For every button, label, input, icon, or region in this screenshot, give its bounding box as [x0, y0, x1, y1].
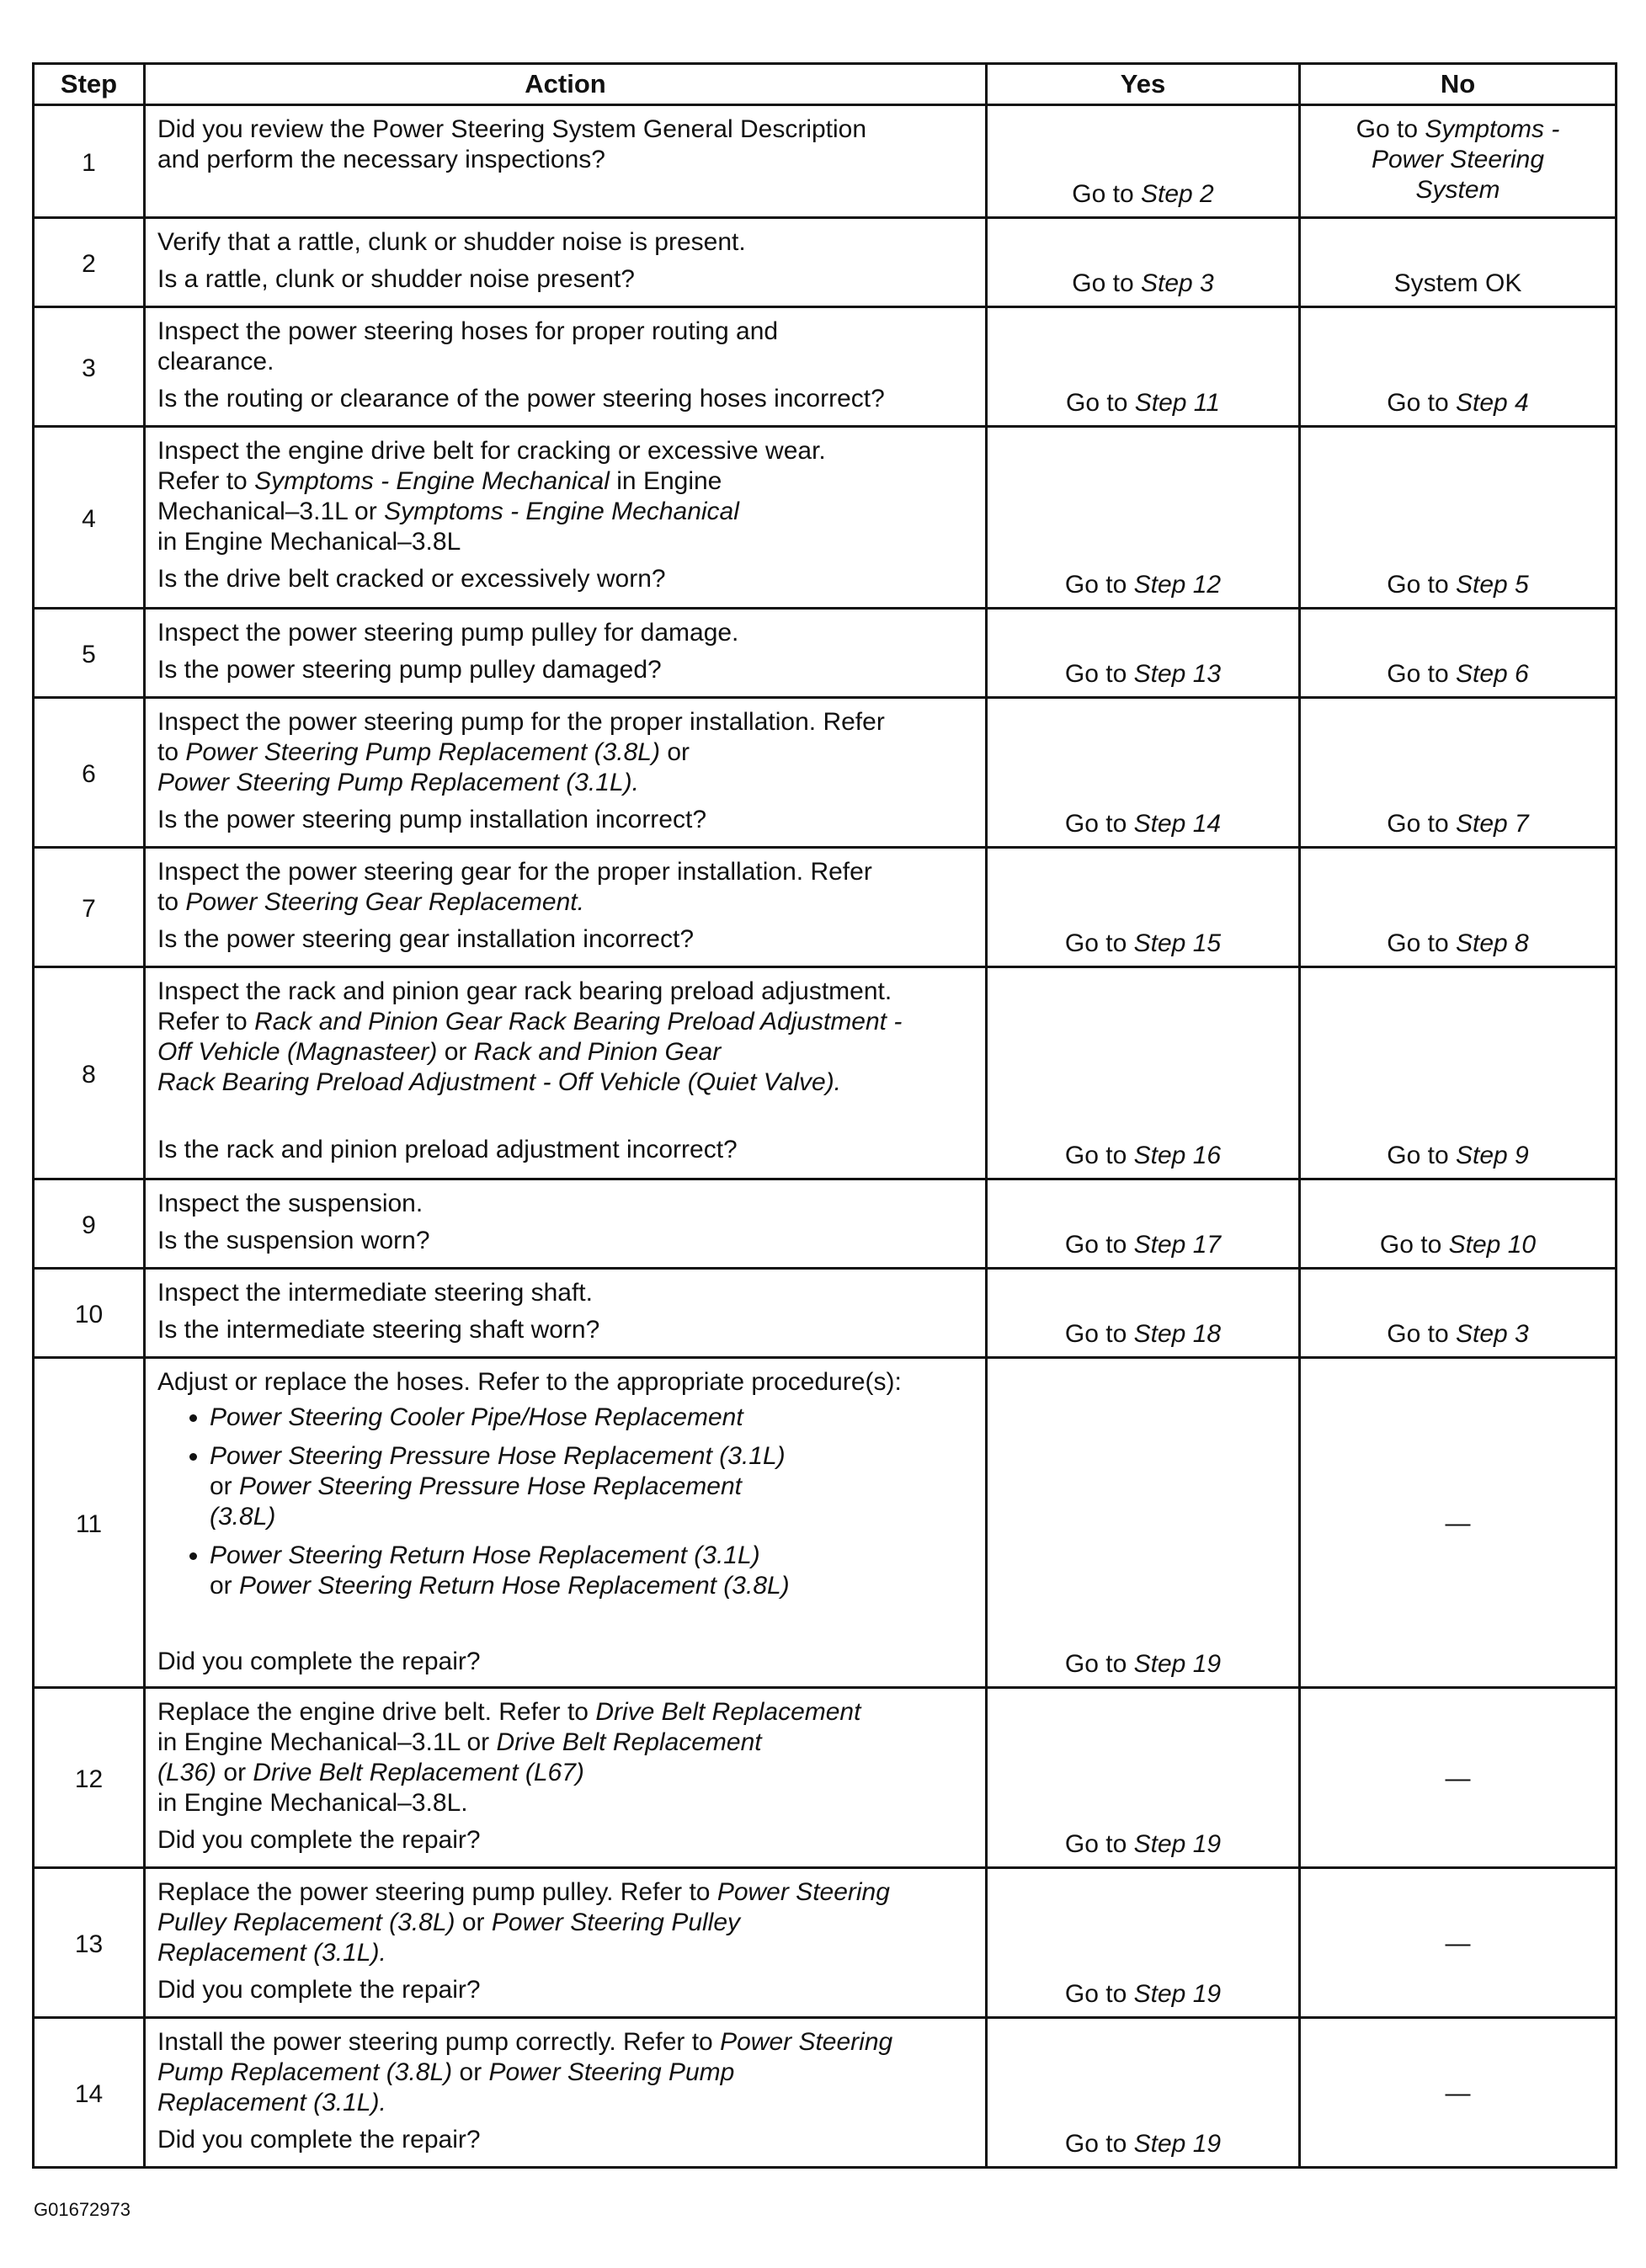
action-cell — [145, 427, 987, 609]
action-line: Inspect the engine drive belt for cracking or excessive wear. — [157, 437, 826, 465]
procedure-link[interactable]: Power Steering — [720, 2028, 893, 2056]
no-cell — [1300, 1269, 1617, 1358]
step-link[interactable]: Step 6 — [1455, 660, 1529, 688]
procedure-link[interactable]: Power Steering Pump — [488, 2058, 735, 2086]
step-link[interactable]: Step 7 — [1455, 810, 1529, 838]
procedure-link[interactable]: Rack and Pinion Gear Rack Bearing Preload Adjustment - — [254, 1008, 903, 1036]
no-cell — [1300, 427, 1617, 609]
table-row — [34, 1358, 1617, 1688]
procedure-link[interactable]: Power Steering Cooler Pipe/Hose Replacement — [210, 1403, 743, 1431]
yes-cell — [987, 1179, 1300, 1269]
step-link[interactable]: Step 3 — [1455, 1320, 1529, 1348]
goto-text: Go to — [1064, 571, 1134, 599]
action-line: Verify that a rattle, clunk or shudder noise is present. — [157, 228, 746, 256]
yes-cell — [987, 1269, 1300, 1358]
question-line: Is the power steering gear installation incorrect? — [157, 925, 695, 953]
question-line: Did you complete the repair? — [157, 1826, 481, 1854]
goto-text: Go to — [1064, 1650, 1134, 1678]
yes-cell — [987, 2018, 1300, 2168]
procedure-link[interactable]: Power Steering Pressure Hose Replacement (3.1L) — [210, 1442, 786, 1470]
question-line: Is a rattle, clunk or shudder noise present? — [157, 265, 635, 293]
yes-cell — [987, 218, 1300, 307]
yes-cell — [987, 1358, 1300, 1688]
goto-text: Go to — [1387, 660, 1456, 688]
procedure-link[interactable]: (L36) — [157, 1759, 217, 1786]
action-cell — [145, 967, 987, 1179]
goto-text: Go to — [1387, 389, 1456, 417]
goto-text: Go to — [1387, 810, 1456, 838]
step-number: 12 — [34, 1688, 145, 1868]
diagnostic-table — [32, 62, 1617, 2169]
action-line: Adjust or replace the hoses. Refer to the appropriate procedure(s): — [157, 1368, 902, 1396]
procedure-link[interactable]: Drive Belt Replacement — [496, 1728, 762, 1756]
action-line: Inspect the power steering pump for the proper installation. Refer — [157, 708, 885, 736]
col-step-header: Step — [34, 64, 145, 105]
list-item — [210, 1403, 973, 1433]
goto-text: Go to — [1387, 929, 1456, 957]
step-link[interactable]: Step 11 — [1134, 389, 1220, 417]
action-text: or — [659, 738, 690, 766]
procedure-link[interactable]: Power Steering — [716, 1878, 890, 1906]
step-link[interactable]: Step 16 — [1133, 1142, 1222, 1169]
step-number: 1 — [34, 105, 145, 218]
goto-text: Go to — [1066, 389, 1135, 417]
step-link[interactable]: Step 3 — [1140, 269, 1214, 297]
procedure-link[interactable]: Power Steering Return Hose Replacement (3.8L) — [239, 1572, 790, 1600]
step-number: 14 — [34, 2018, 145, 2168]
no-cell: — — [1300, 2018, 1617, 2168]
action-cell — [145, 609, 987, 698]
goto-text: Go to — [1387, 1142, 1456, 1169]
action-line: Inspect the power steering gear for the proper installation. Refer — [157, 858, 872, 886]
step-link[interactable]: Step 2 — [1140, 180, 1214, 208]
goto-text: Go to — [1379, 1231, 1449, 1259]
no-cell — [1300, 307, 1617, 427]
no-cell — [1300, 967, 1617, 1179]
table-row — [34, 218, 1617, 307]
procedure-link[interactable]: Rack Bearing Preload Adjustment - Off Vehicle (Quiet Valve). — [157, 1068, 842, 1096]
table-row — [34, 1179, 1617, 1269]
question-line: Did you complete the repair? — [157, 2126, 481, 2154]
action-text: Refer to — [157, 1008, 255, 1036]
step-link[interactable]: Step 19 — [1133, 1980, 1222, 2008]
procedure-link[interactable]: Replacement (3.1L). — [157, 1939, 386, 1967]
step-link[interactable]: Step 19 — [1133, 1830, 1222, 1858]
col-yes-header: Yes — [987, 64, 1300, 105]
action-cell — [145, 848, 987, 967]
action-cell — [145, 1358, 987, 1688]
action-line: Inspect the rack and pinion gear rack bearing preload adjustment. — [157, 977, 892, 1005]
procedure-link[interactable]: Drive Belt Replacement — [595, 1698, 861, 1726]
list-item — [210, 1541, 973, 1601]
procedure-link[interactable]: Power Steering Return Hose Replacement (3.1L) — [210, 1541, 760, 1569]
action-text: Replace the engine drive belt. Refer to — [157, 1698, 596, 1726]
step-link[interactable]: Step 10 — [1448, 1231, 1537, 1259]
goto-text: Go to — [1064, 660, 1134, 688]
step-link[interactable]: Step 14 — [1133, 810, 1222, 838]
yes-cell — [987, 848, 1300, 967]
action-text: to — [157, 738, 186, 766]
table-row — [34, 1868, 1617, 2018]
col-action-header: Action — [145, 64, 987, 105]
yes-cell — [987, 427, 1300, 609]
action-line: in Engine Mechanical–3.8L — [157, 528, 461, 556]
yes-cell — [987, 967, 1300, 1179]
goto-text: Go to — [1072, 180, 1141, 208]
goto-text: Go to — [1064, 929, 1134, 957]
table-row — [34, 848, 1617, 967]
step-number: 6 — [34, 698, 145, 848]
yes-cell — [987, 307, 1300, 427]
question-line: Is the power steering pump installation incorrect? — [157, 806, 707, 833]
list-item — [210, 1441, 973, 1532]
no-cell — [1300, 609, 1617, 698]
action-cell — [145, 218, 987, 307]
step-number: 9 — [34, 1179, 145, 1269]
action-line: in Engine Mechanical–3.8L. — [157, 1789, 468, 1817]
goto-text: Go to — [1356, 115, 1425, 143]
action-text: or — [216, 1759, 253, 1786]
action-text: Replace the power steering pump pulley. Refer to — [157, 1878, 717, 1906]
procedure-link[interactable]: Power Steering Pulley — [491, 1909, 741, 1936]
question-line: Did you complete the repair? — [157, 1976, 481, 2004]
goto-text: Go to — [1064, 1231, 1134, 1259]
step-link[interactable]: Step 17 — [1133, 1231, 1222, 1259]
procedure-link[interactable]: Power Steering Pump Replacement (3.1L). — [157, 769, 639, 796]
step-number: 7 — [34, 848, 145, 967]
step-link[interactable]: Step 15 — [1133, 929, 1222, 957]
step-link[interactable]: Step 5 — [1455, 571, 1529, 599]
symptoms-link-line[interactable]: System — [1415, 176, 1500, 204]
step-number: 10 — [34, 1269, 145, 1358]
table-row — [34, 427, 1617, 609]
question-line: Is the suspension worn? — [157, 1227, 430, 1254]
no-cell — [1300, 105, 1617, 218]
yes-cell — [987, 698, 1300, 848]
procedure-list — [157, 1403, 973, 1601]
question-line: Is the intermediate steering shaft worn? — [157, 1316, 600, 1344]
action-cell — [145, 2018, 987, 2168]
goto-text: Go to — [1387, 1320, 1456, 1348]
action-text: or — [210, 1572, 240, 1600]
step-link[interactable]: Step 12 — [1133, 571, 1222, 599]
goto-text: Go to — [1064, 1980, 1134, 2008]
action-text: or — [210, 1472, 240, 1500]
table-row — [34, 1269, 1617, 1358]
step-link[interactable]: Step 19 — [1133, 2130, 1222, 2158]
no-cell — [1300, 698, 1617, 848]
no-cell: — — [1300, 1868, 1617, 2018]
symptoms-link[interactable]: Symptoms - — [1425, 115, 1560, 143]
procedure-link[interactable]: Power Steering Pump Replacement (3.8L) — [185, 738, 660, 766]
table-row — [34, 698, 1617, 848]
no-cell: System OK — [1300, 218, 1617, 307]
symptoms-link-line[interactable]: Power Steering — [1371, 146, 1545, 173]
action-line: Inspect the power steering hoses for proper routing and — [157, 317, 779, 345]
table-row — [34, 105, 1617, 218]
action-cell — [145, 307, 987, 427]
yes-cell — [987, 609, 1300, 698]
procedure-link[interactable]: Pulley Replacement (3.8L) — [157, 1909, 455, 1936]
question-line: Did you complete the repair? — [157, 1648, 481, 1675]
step-link[interactable]: Step 4 — [1455, 389, 1529, 417]
step-link[interactable]: Step 8 — [1455, 929, 1529, 957]
step-link[interactable]: Step 19 — [1133, 1650, 1222, 1678]
action-line: Inspect the intermediate steering shaft. — [157, 1279, 593, 1307]
action-line: clearance. — [157, 348, 274, 375]
procedure-link[interactable]: Symptoms - Engine Mechanical — [254, 467, 610, 495]
action-text: Install the power steering pump correctly. Refer to — [157, 2028, 721, 2056]
action-cell — [145, 105, 987, 218]
step-number: 2 — [34, 218, 145, 307]
goto-text: Go to — [1064, 1830, 1134, 1858]
table-row — [34, 2018, 1617, 2168]
header-row — [34, 64, 1617, 105]
procedure-link[interactable]: Power Steering Pressure Hose Replacement — [239, 1472, 742, 1500]
step-link[interactable]: Step 13 — [1133, 660, 1222, 688]
action-text: to — [157, 888, 186, 916]
procedure-link[interactable]: Off Vehicle (Magnasteer) — [157, 1038, 438, 1066]
action-text: or — [452, 2058, 489, 2086]
step-number: 8 — [34, 967, 145, 1179]
procedure-link[interactable]: Rack and Pinion Gear — [473, 1038, 722, 1066]
goto-text: Go to — [1064, 1142, 1134, 1169]
table-row — [34, 1688, 1617, 1868]
action-line: Did you review the Power Steering System General Description — [157, 115, 867, 143]
action-text: Mechanical–3.1L or — [157, 498, 385, 525]
step-number: 13 — [34, 1868, 145, 2018]
action-cell — [145, 1688, 987, 1868]
action-line: Inspect the power steering pump pulley for damage. — [157, 619, 739, 647]
action-cell — [145, 1179, 987, 1269]
action-cell — [145, 1868, 987, 2018]
question-line: Is the drive belt cracked or excessively worn? — [157, 565, 666, 593]
question-line: Is the power steering pump pulley damaged? — [157, 656, 662, 684]
step-number: 5 — [34, 609, 145, 698]
procedure-link[interactable]: Drive Belt Replacement (L67) — [253, 1759, 584, 1786]
goto-text: Go to — [1064, 1320, 1134, 1348]
action-text: or — [455, 1909, 492, 1936]
action-line: Inspect the suspension. — [157, 1190, 423, 1217]
action-text: Refer to — [157, 467, 255, 495]
action-text: in Engine — [609, 467, 722, 495]
procedure-link[interactable]: Pump Replacement (3.8L) — [157, 2058, 453, 2086]
step-number: 4 — [34, 427, 145, 609]
action-text: in Engine Mechanical–3.1L or — [157, 1728, 497, 1756]
goto-text: Go to — [1387, 571, 1456, 599]
yes-cell — [987, 1868, 1300, 2018]
question-line: Is the routing or clearance of the power steering hoses incorrect? — [157, 385, 885, 413]
yes-cell — [987, 1688, 1300, 1868]
action-cell — [145, 698, 987, 848]
action-line: and perform the necessary inspections? — [157, 146, 605, 173]
step-number: 3 — [34, 307, 145, 427]
goto-text: Go to — [1072, 269, 1141, 297]
question-line: Is the rack and pinion preload adjustment incorrect? — [157, 1136, 738, 1163]
no-cell — [1300, 1179, 1617, 1269]
table-row — [34, 967, 1617, 1179]
table-row — [34, 307, 1617, 427]
col-no-header: No — [1300, 64, 1617, 105]
figure-code: G01672973 — [34, 2199, 131, 2220]
action-cell — [145, 1269, 987, 1358]
procedure-link[interactable]: Symptoms - Engine Mechanical — [384, 498, 739, 525]
table-row — [34, 609, 1617, 698]
procedure-link[interactable]: Power Steering Gear Replacement. — [185, 888, 584, 916]
step-number: 11 — [34, 1358, 145, 1688]
action-text: or — [437, 1038, 474, 1066]
no-cell — [1300, 848, 1617, 967]
yes-cell — [987, 105, 1300, 218]
step-link[interactable]: Step 9 — [1455, 1142, 1529, 1169]
no-cell: — — [1300, 1688, 1617, 1868]
procedure-link[interactable]: (3.8L) — [210, 1503, 276, 1531]
procedure-link[interactable]: Replacement (3.1L). — [157, 2089, 386, 2116]
no-cell: — — [1300, 1358, 1617, 1688]
goto-text: Go to — [1064, 2130, 1134, 2158]
goto-text: Go to — [1064, 810, 1134, 838]
step-link[interactable]: Step 18 — [1133, 1320, 1222, 1348]
